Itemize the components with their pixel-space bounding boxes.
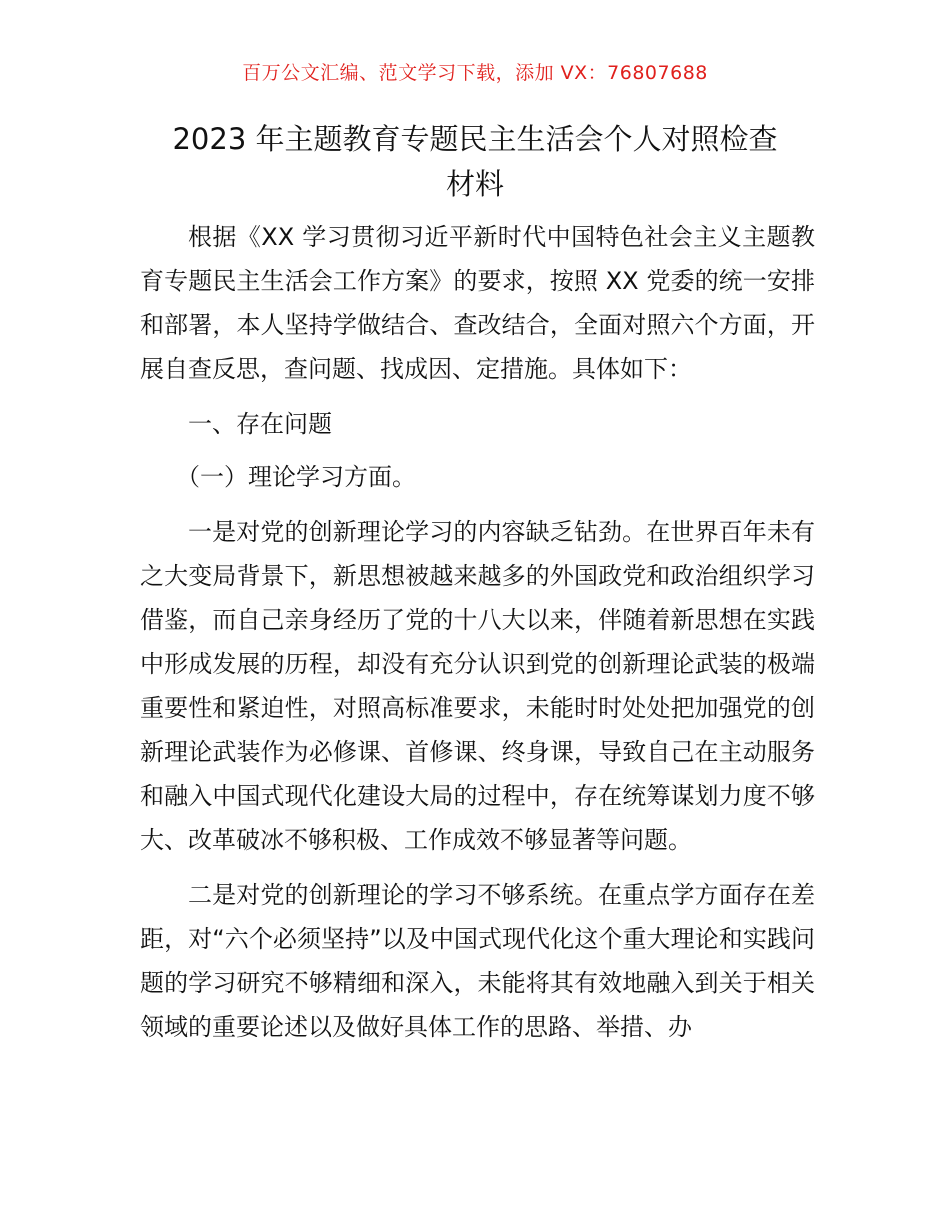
body-paragraph-2: 二是对党的创新理论的学习不够系统。在重点学方面存在差距，对“六个必须坚持”以及中国式现代化这个重大理论和实践问题的学习研究不够精细和深入，未能将其有效地融入到关于相关领域的重要论述以及做好具体工作的思路、举措、办 [140,881,815,1041]
intro-paragraph: 根据《XX 学习贯彻习近平新时代中国特色社会主义主题教育专题民主生活会工作方案》的要求，按照 XX 党委的统一安排和部署，本人坚持学做结合、查改结合，全面对照六个方面，开展自查反思，查问题、找成因、定措施。具体如下： [140,223,815,383]
document-body [140,215,815,1060]
promo-header-notice: 百万公文汇编、范文学习下载，添加 VX：76807688 [242,62,708,84]
document-title-line-1: 2023 年主题教育专题民主生活会个人对照检查 [172,122,778,156]
section-heading: 一、存在问题 [188,410,332,438]
document-title [130,117,820,207]
document-title-line-2: 材料 [445,167,504,201]
subsection-heading: （一）理论学习方面。 [176,463,416,491]
body-paragraph-1: 一是对党的创新理论学习的内容缺乏钻劲。在世界百年未有之大变局背景下，新思想被越来越多的外国政党和政治组织学习借鉴，而自己亲身经历了党的十八大以来，伴随着新思想在实践中形成发展的历程，却没有充分认识到党的创新理论武装的极端重要性和紧迫性，对照高标准要求，未能时时处处把加强党的创新理论武装作为必修课、首修课、终身课，导致自己在主动服务和融入中国式现代化建设大局的过程中，存在统筹谋划力度不够大、改革破冰不够积极、工作成效不够显著等问题。 [140,518,815,854]
